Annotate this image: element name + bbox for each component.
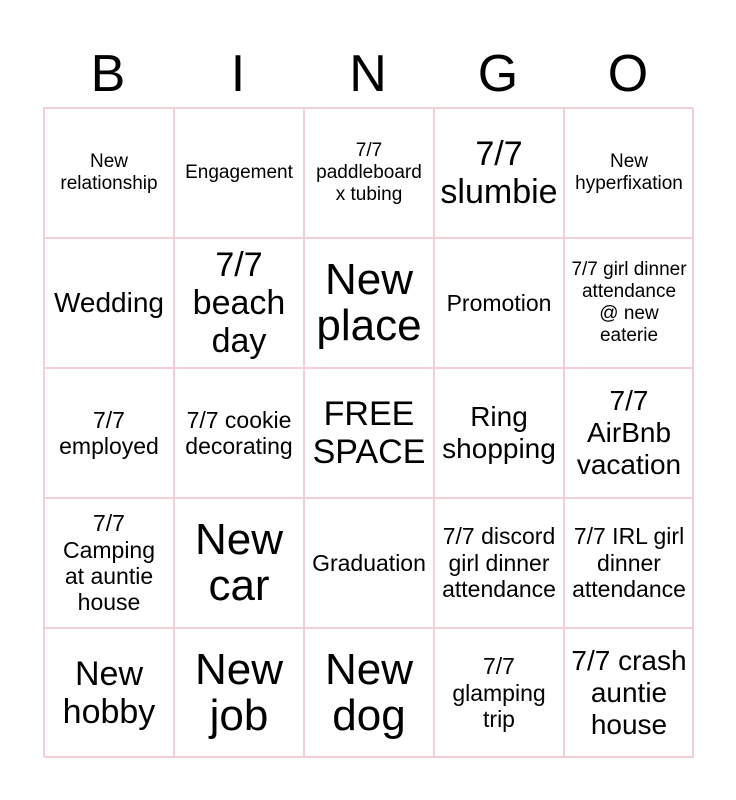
cell-label: 7/7 employed [59,406,159,459]
cell-label: New place [316,254,422,350]
bingo-cell-r2c3[interactable] [304,238,434,368]
cell-label: Wedding [53,286,164,318]
bingo-cell-r1c4[interactable] [434,108,564,238]
bingo-cell-r3c1[interactable] [44,368,174,498]
bingo-cell-r5c1[interactable] [44,628,174,758]
bingo-cell-r5c4[interactable] [434,628,564,758]
cell-label: 7/7 crash auntie house [571,644,687,741]
bingo-cell-r4c2[interactable] [174,498,304,628]
bingo-cell-r3c4[interactable] [434,368,564,498]
cell-label: 7/7 Camping at auntie house [62,510,156,616]
cell-label: 7/7 beach day [192,245,286,361]
cell-label: Engagement [185,162,293,184]
header-letter-g: G [477,45,519,103]
cell-label: 7/7 IRL girl dinner attendance [572,523,686,603]
bingo-cell-r4c1[interactable] [44,498,174,628]
bingo-cell-r2c4[interactable] [434,238,564,368]
bingo-cell-r2c1[interactable] [44,238,174,368]
bingo-cell-r3c3-free-space[interactable] [304,368,434,498]
bingo-cell-r2c2[interactable] [174,238,304,368]
bingo-cell-r1c5[interactable] [564,108,694,238]
cell-label: Ring shopping [442,400,556,464]
cell-label: New relationship [60,151,158,194]
bingo-cell-r2c5[interactable] [564,238,694,368]
cell-label: New hyperfixation [575,151,683,194]
bingo-cell-r5c2[interactable] [174,628,304,758]
bingo-cell-r1c1[interactable] [44,108,174,238]
bingo-cell-r3c5[interactable] [564,368,694,498]
cell-label: New hobby [62,654,156,731]
header-letter-n: N [349,45,387,103]
bingo-cell-r4c5[interactable] [564,498,694,628]
cell-label: New dog [324,644,414,740]
bingo-cell-r1c3[interactable] [304,108,434,238]
cell-label: 7/7 slumbie [440,134,558,211]
header-letter-i: I [230,45,246,103]
bingo-cell-r4c4[interactable] [434,498,564,628]
bingo-cell-r1c2[interactable] [174,108,304,238]
cell-label: FREE SPACE [312,394,426,471]
bingo-grid [43,107,693,757]
bingo-cell-r3c2[interactable] [174,368,304,498]
cell-label: 7/7 glamping trip [452,653,546,733]
cell-label: 7/7 discord girl dinner attendance [442,523,556,603]
cell-label: Promotion [446,289,552,316]
bingo-cell-r4c3[interactable] [304,498,434,628]
bingo-cell-r5c5[interactable] [564,628,694,758]
bingo-cell-r5c3[interactable] [304,628,434,758]
cell-label: 7/7 paddleboard x tubing [316,140,422,205]
cell-label: 7/7 cookie decorating [185,406,293,459]
header-letter-o: O [607,45,649,103]
cell-label: 7/7 AirBnb vacation [576,384,682,481]
cell-label: Graduation [312,549,426,576]
cell-label: 7/7 girl dinner attendance @ new eaterie [571,259,687,346]
cell-label: New car [194,514,284,610]
bingo-header [43,40,693,108]
header-letter-b: B [90,45,126,103]
cell-label: New job [194,644,284,740]
